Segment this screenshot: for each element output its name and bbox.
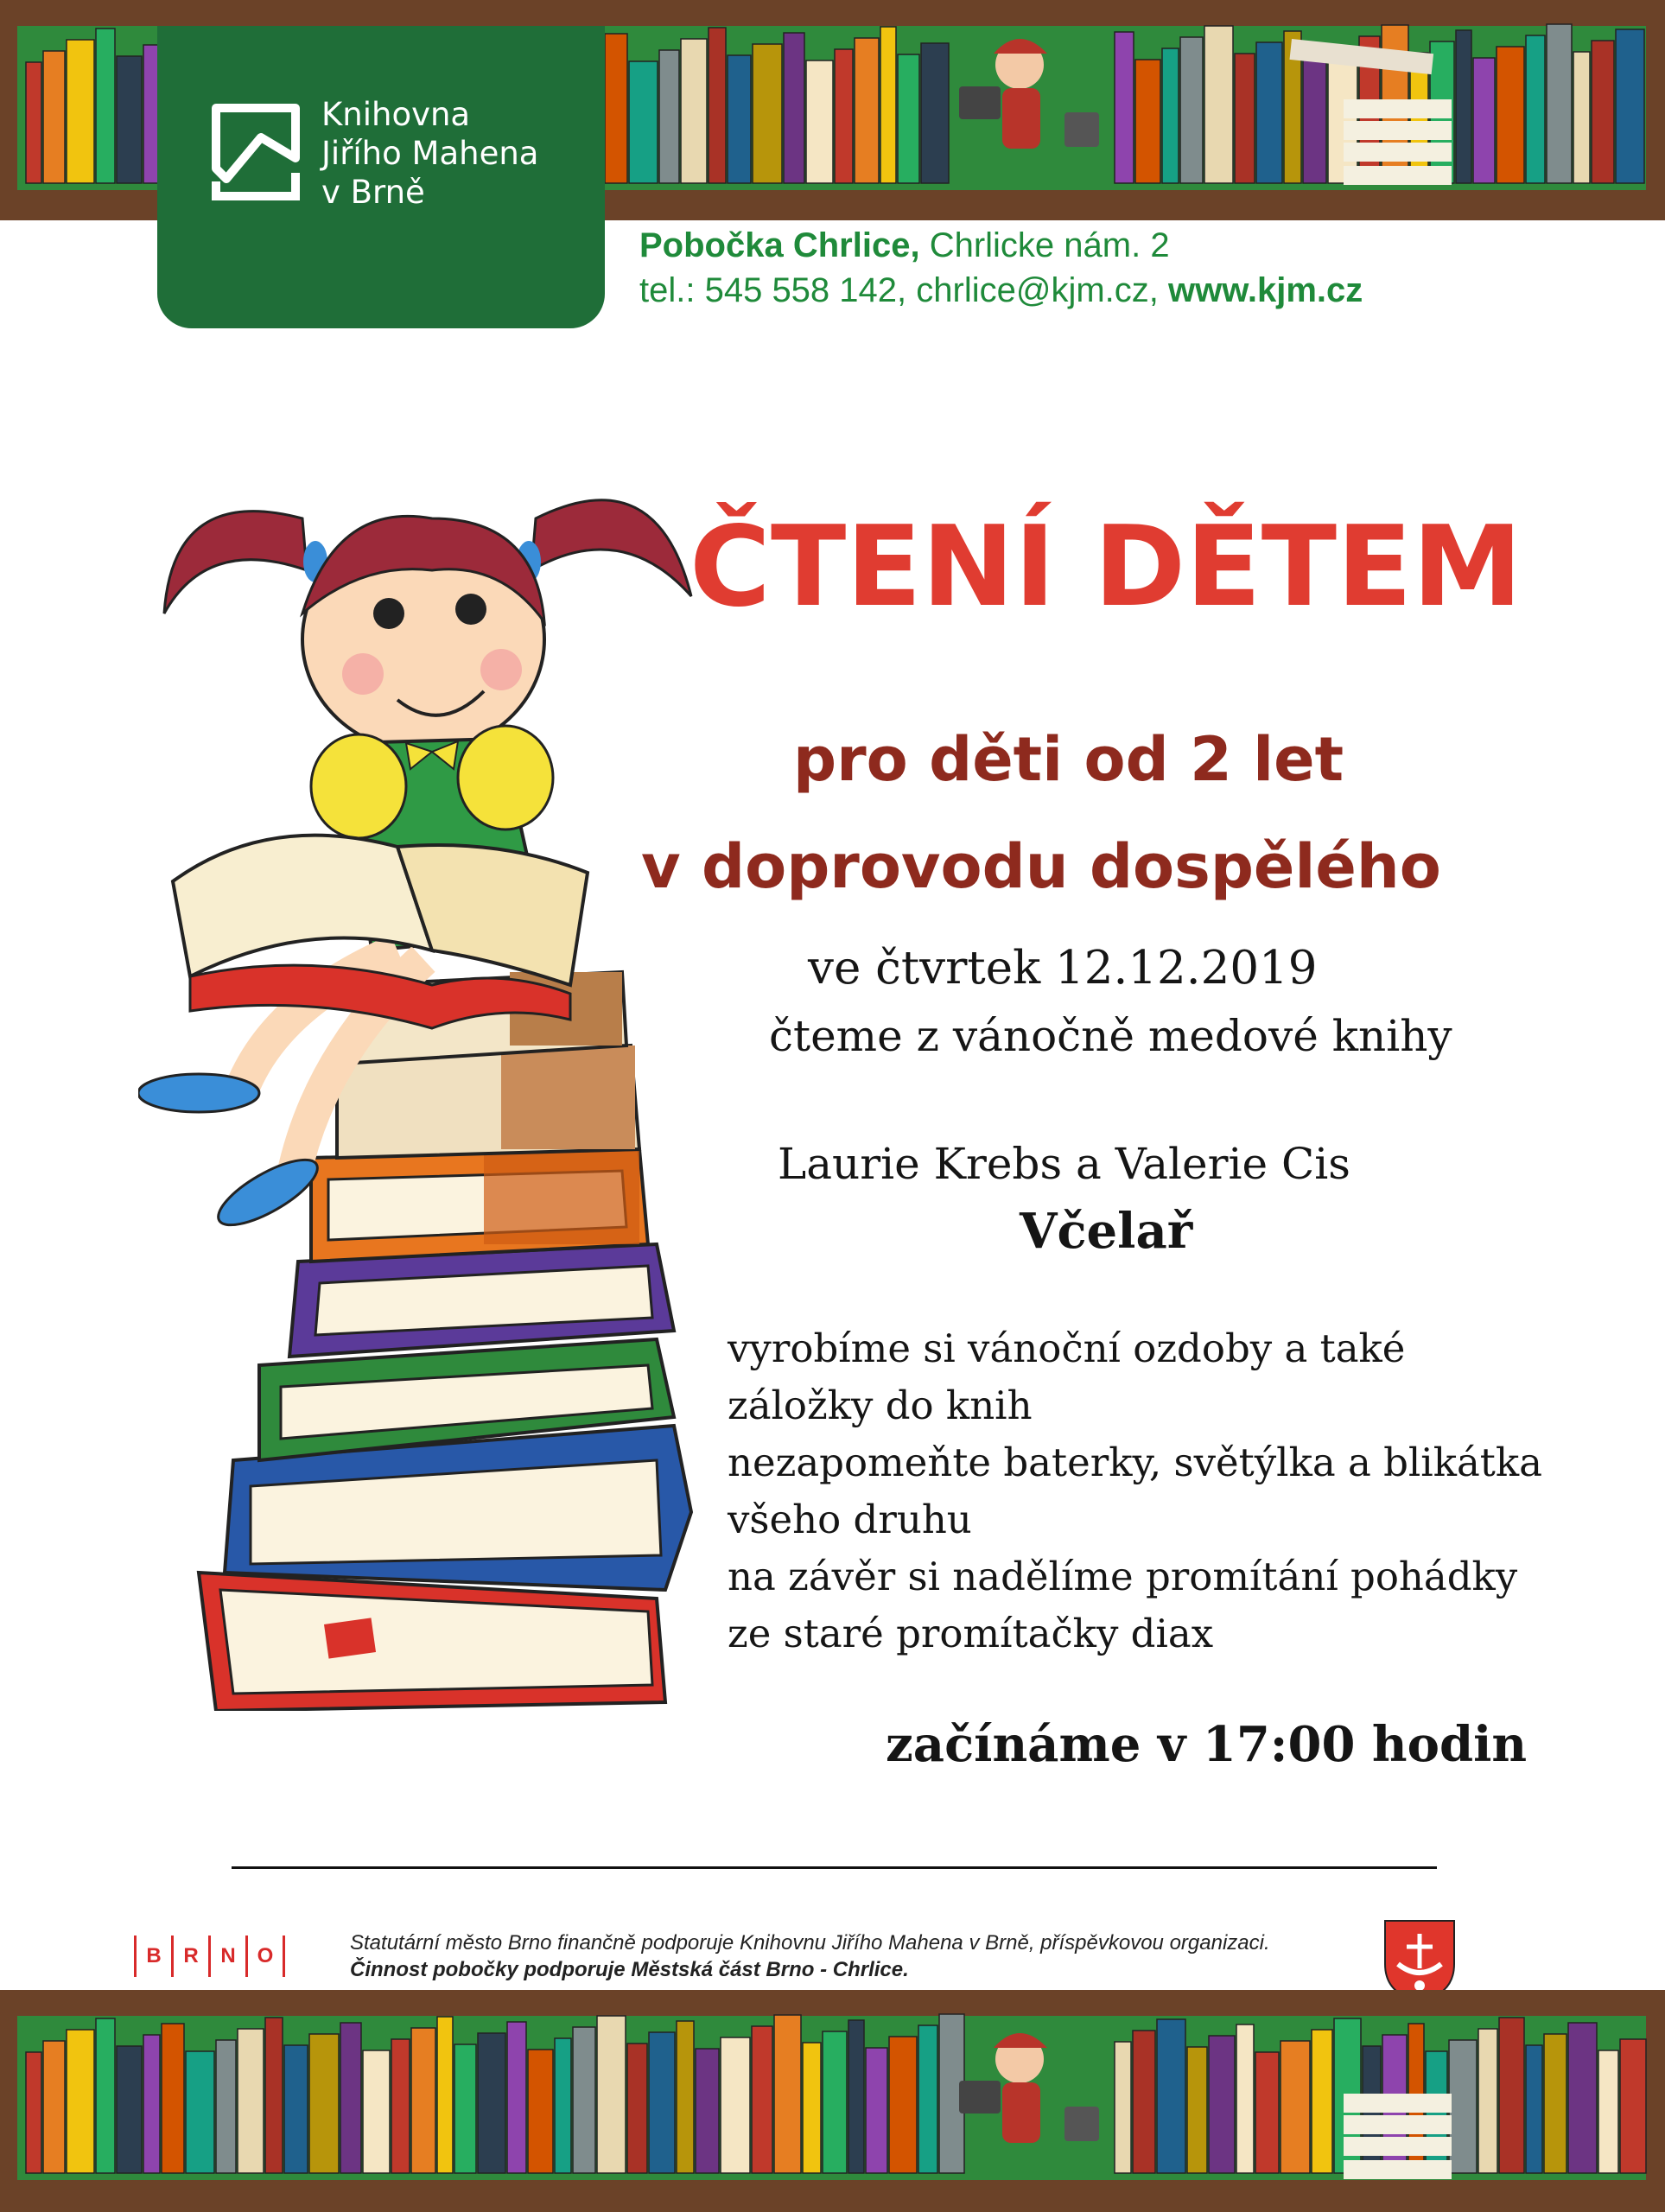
- book-spine: [806, 60, 833, 183]
- book-spine: [681, 39, 707, 183]
- book-spine: [67, 2030, 94, 2173]
- book-spine: [1568, 2023, 1597, 2173]
- book-spine: [1598, 2050, 1618, 2173]
- event-reading-note: čteme z vánočně medové knihy: [769, 1011, 1452, 1061]
- library-logo-icon: [209, 99, 304, 203]
- book-spine: [629, 61, 658, 183]
- book-spine: [555, 2038, 571, 2173]
- activity-line: vyrobíme si vánoční ozdoby a také: [728, 1325, 1406, 1371]
- book-spine: [1544, 2034, 1566, 2173]
- book-spine: [1449, 2040, 1477, 2173]
- book-spine: [784, 33, 804, 183]
- sponsor-line1: Statutární město Brno finančně podporuje Knihovnu Jiřího Mahena v Brně, příspěvkovou organizaci.: [350, 1931, 1270, 1955]
- book-spine: [752, 2026, 772, 2173]
- book-spine: [1526, 35, 1545, 183]
- brno-logo-bar: [283, 1936, 285, 1977]
- activity-line: nezapomeňte baterky, světýlka a blikátka: [728, 1440, 1542, 1485]
- brno-letter: N: [220, 1944, 236, 1967]
- book-spine: [889, 2037, 917, 2173]
- shelf-books-graphic: [0, 1990, 1665, 2212]
- book-spine: [1616, 29, 1644, 183]
- brno-letter: O: [257, 1944, 274, 1967]
- book-spine: [1256, 42, 1282, 183]
- book-spine: [117, 2046, 142, 2173]
- book-spine: [238, 2029, 264, 2173]
- book-spine: [43, 2041, 65, 2173]
- event-date: ve čtvrtek 12.12.2019: [808, 942, 1318, 995]
- book-spine: [284, 2045, 308, 2173]
- event-title: ČTENÍ DĚTEM: [690, 503, 1522, 632]
- library-name: [321, 95, 538, 212]
- book-spine: [659, 50, 679, 183]
- book-spine: [186, 2051, 214, 2173]
- girl-reading-illustration: [138, 467, 709, 1711]
- book-spine: [391, 2039, 410, 2173]
- book-spine: [1526, 2045, 1542, 2173]
- book-spine: [143, 2035, 160, 2173]
- event-audience-line1: pro děti od 2 let: [793, 724, 1344, 795]
- book-spine: [1281, 2041, 1310, 2173]
- book-spine: [803, 2043, 821, 2173]
- footer-divider: [232, 1866, 1437, 1869]
- book-spine: [1187, 2047, 1207, 2173]
- book-spine: [454, 2044, 476, 2173]
- book-spine: [67, 40, 94, 183]
- book-spine: [1592, 41, 1614, 183]
- brno-letter: B: [146, 1944, 162, 1967]
- branch-contact-line: [639, 271, 1363, 310]
- book-spine: [1547, 24, 1572, 183]
- book-spine: [753, 44, 782, 183]
- book-spine: [216, 2040, 236, 2173]
- event-audience-line2: v doprovodu dospělého: [641, 831, 1441, 902]
- book-spine: [721, 2037, 750, 2173]
- book-spine: [1235, 54, 1255, 183]
- library-logo-box: [157, 26, 605, 328]
- book-spine: [1456, 30, 1471, 183]
- sponsor-line2: Činnost pobočky podporuje Městská část Brno - Chrlice.: [350, 1958, 909, 1981]
- branch-name: Pobočka Chrlice,: [639, 226, 920, 264]
- book-spine: [605, 34, 627, 183]
- book-spine: [1478, 2029, 1497, 2173]
- book-spine: [1236, 2024, 1254, 2173]
- book-spine: [309, 2034, 339, 2173]
- book-spine: [573, 2027, 595, 2173]
- library-name-line2: Jiřího Mahena: [321, 135, 539, 172]
- book-spine: [921, 43, 949, 183]
- book-spine: [363, 2050, 390, 2173]
- library-name-line3: v Brně: [321, 174, 425, 211]
- activity-line: záložky do knih: [728, 1382, 1033, 1428]
- book-spine: [26, 62, 41, 183]
- book-spine: [507, 2022, 526, 2173]
- branch-website-link[interactable]: www.kjm.cz: [1168, 271, 1363, 309]
- book-spine: [340, 2023, 361, 2173]
- book-spine: [880, 27, 896, 183]
- book-title: Včelař: [1020, 1203, 1193, 1260]
- book-spine: [1620, 2039, 1646, 2173]
- book-spine: [1209, 2036, 1235, 2173]
- book-spine: [1115, 2042, 1131, 2173]
- branch-address: Chrlicke nám. 2: [929, 226, 1170, 264]
- book-spine: [1573, 52, 1590, 183]
- book-spine: [1135, 60, 1160, 183]
- book-spine: [162, 2024, 184, 2173]
- book-spine: [117, 56, 142, 183]
- branch-phone-email: tel.: 545 558 142, chrlice@kjm.cz,: [639, 271, 1159, 309]
- book-spine: [1312, 2030, 1332, 2173]
- book-spine: [918, 2025, 937, 2173]
- book-spine: [96, 2018, 115, 2173]
- book-spine: [649, 2032, 675, 2173]
- book-spine: [848, 2020, 864, 2173]
- brno-letter: R: [183, 1944, 199, 1967]
- book-spine: [1499, 2018, 1524, 2173]
- book-spine: [866, 2048, 887, 2173]
- book-spine: [26, 2052, 41, 2173]
- book-spine: [823, 2031, 847, 2173]
- book-authors: Laurie Krebs a Valerie Cis: [778, 1139, 1350, 1189]
- book-spine: [1133, 2031, 1155, 2173]
- book-spine: [1303, 59, 1326, 183]
- book-spine: [478, 2033, 505, 2173]
- book-spine: [597, 2016, 626, 2173]
- book-spine: [696, 2049, 719, 2173]
- book-spine: [1157, 2019, 1185, 2173]
- book-spine: [898, 54, 919, 183]
- book-spine: [677, 2021, 694, 2173]
- book-spine: [855, 38, 879, 183]
- activity-line: ze staré promítačky diax: [728, 1611, 1214, 1656]
- book-spine: [411, 2028, 435, 2173]
- activity-line: na závěr si nadělíme promítání pohádky: [728, 1554, 1518, 1599]
- book-spine: [1162, 48, 1179, 183]
- book-spine: [1115, 32, 1134, 183]
- library-name-line1: Knihovna: [321, 96, 471, 133]
- start-time: začínáme v 17:00 hodin: [886, 1716, 1528, 1773]
- book-spine: [774, 2015, 801, 2173]
- book-spine: [43, 51, 65, 183]
- book-spine: [1497, 47, 1524, 183]
- brno-city-logo: [134, 1934, 285, 1979]
- book-spine: [1255, 2052, 1279, 2173]
- book-spine: [835, 49, 853, 183]
- branch-address-line: [639, 226, 1170, 265]
- book-spine: [96, 29, 115, 183]
- book-stack-illustration: [199, 972, 691, 1711]
- book-spine: [627, 2044, 647, 2173]
- kid-with-tablet-illustration: [959, 39, 1099, 149]
- book-spine: [1204, 26, 1233, 183]
- book-spine: [265, 2018, 283, 2173]
- book-spine: [1473, 58, 1495, 183]
- book-spine: [728, 55, 751, 183]
- bottom-bookshelf-banner: [0, 1990, 1665, 2212]
- book-spine: [709, 28, 726, 183]
- book-spine: [528, 2050, 553, 2173]
- kid-with-tablet-illustration: [959, 2033, 1099, 2143]
- book-spine: [437, 2017, 453, 2173]
- activity-line: všeho druhu: [728, 1497, 972, 1542]
- book-spine: [1180, 37, 1203, 183]
